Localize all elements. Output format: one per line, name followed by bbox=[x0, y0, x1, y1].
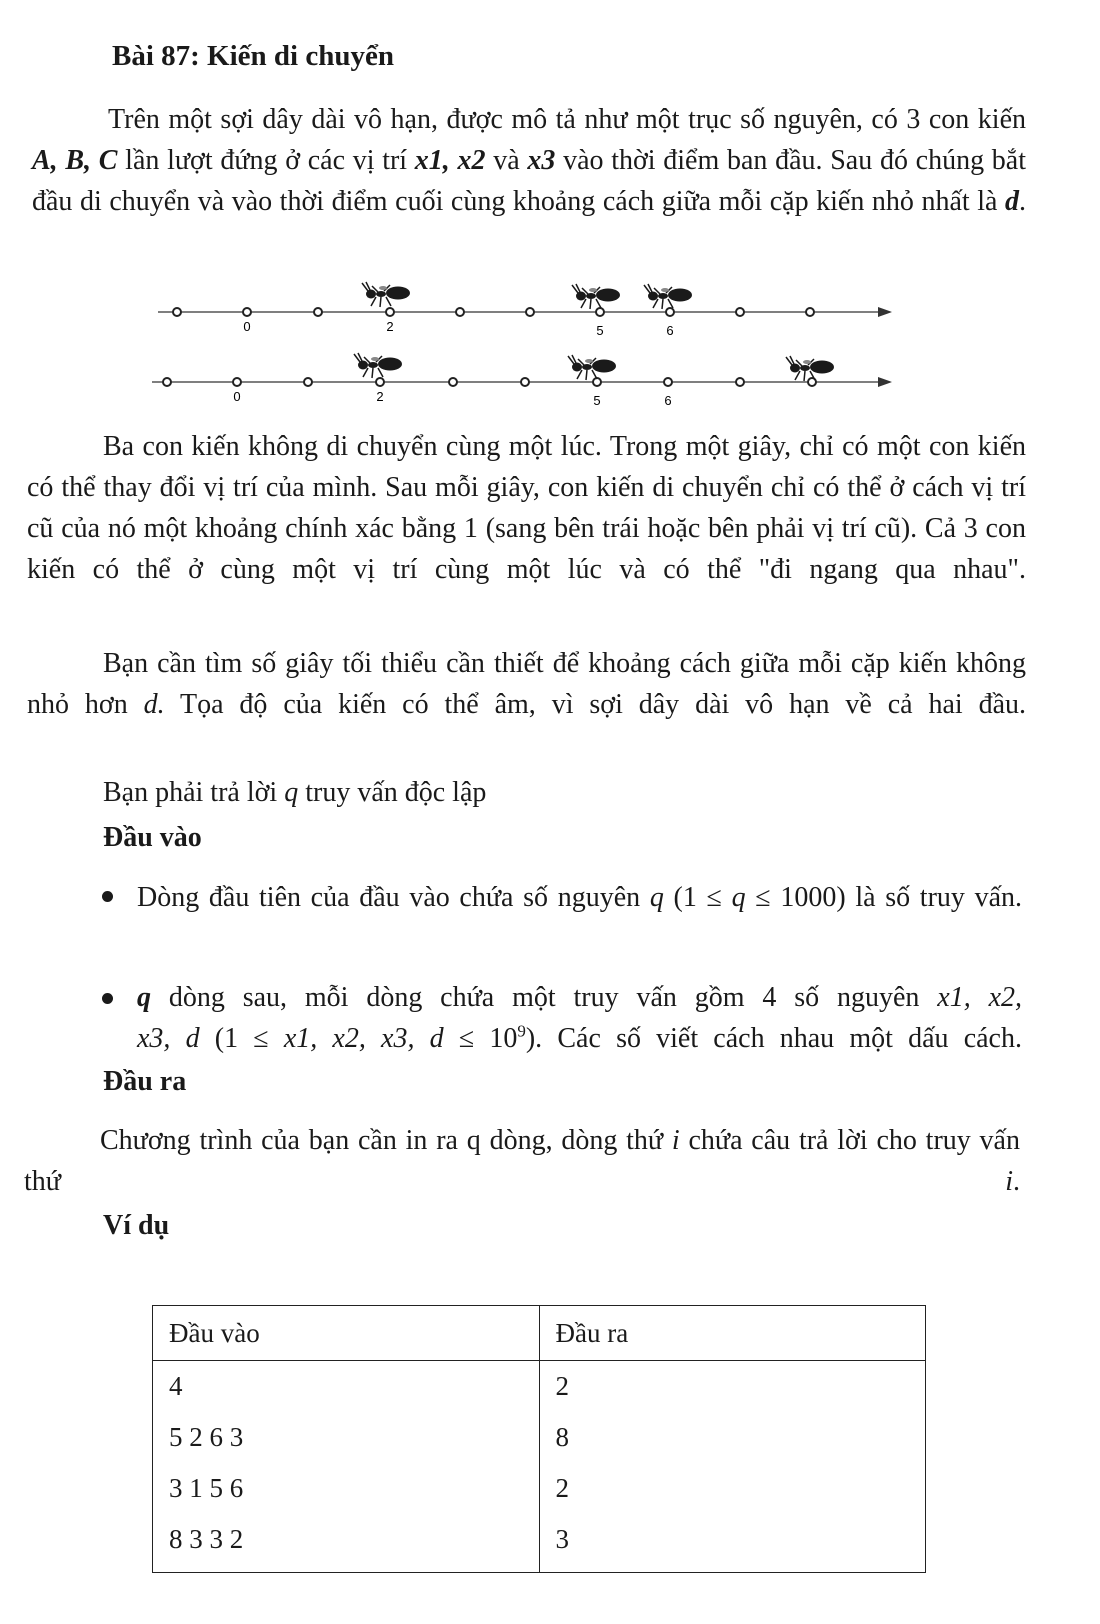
input-cell bbox=[153, 1361, 540, 1573]
output-line: 8 bbox=[555, 1422, 569, 1452]
tick-label: 0 bbox=[233, 389, 241, 404]
output-heading: Đầu ra bbox=[103, 1066, 187, 1097]
bottom-number-line bbox=[152, 353, 892, 408]
output-line: 3 bbox=[555, 1524, 569, 1554]
column-header-output: Đầu ra bbox=[539, 1306, 926, 1361]
input-heading: Đầu vào bbox=[103, 822, 202, 853]
input-line: 3 1 5 6 bbox=[169, 1473, 244, 1503]
ant-icon bbox=[572, 284, 620, 309]
output-line: 2 bbox=[555, 1473, 569, 1503]
output-cell bbox=[539, 1361, 926, 1573]
bullet-icon bbox=[102, 993, 113, 1004]
ant-icon bbox=[354, 353, 402, 378]
input-bullet-1: Dòng đầu tiên của đầu vào chứa số nguyên q (1 ≤ q ≤ 1000) là số truy vấn. bbox=[137, 882, 1023, 913]
input-bullet-2: q dòng sau, mỗi dòng chứa một truy vấn gồm 4 số nguyên x1, x2, x3, d (1 ≤ x1, x2, x3, $d \le 10^9$). Các số viết cách nhau một dấu cách. bbox=[137, 982, 1022, 1054]
table-header-row bbox=[153, 1306, 926, 1361]
tick-label: 2 bbox=[386, 319, 394, 334]
ant-icon bbox=[786, 356, 834, 381]
ant-number-line-figure bbox=[150, 272, 900, 412]
tick-label: 5 bbox=[593, 393, 601, 408]
table-row bbox=[153, 1361, 926, 1573]
ant-icon bbox=[362, 282, 410, 307]
column-header-input: Đầu vào bbox=[153, 1306, 540, 1361]
tick-label: 0 bbox=[243, 319, 251, 334]
queries-paragraph: Bạn phải trả lời q truy vấn độc lập bbox=[103, 777, 487, 808]
ant-icon bbox=[644, 284, 692, 309]
problem-title: Bài 87: Kiến di chuyển bbox=[112, 40, 394, 72]
tick-label: 6 bbox=[666, 323, 674, 338]
example-heading: Ví dụ bbox=[103, 1210, 170, 1241]
bullet-icon bbox=[102, 891, 113, 902]
intro-paragraph: Trên một sợi dây dài vô hạn, được mô tả như một trục số nguyên, có 3 con kiến A, B, C lần lượt đứng ở các vị trí x1, x2 và x3 vào thời điểm ban đầu. Sau đó chúng bắt đầu di chuyển và vào thời điểm cuối cùng khoảng cách giữa mỗi cặp kiến nhỏ nhất là d. bbox=[32, 104, 1026, 217]
example-table bbox=[152, 1305, 926, 1573]
goal-paragraph: Bạn cần tìm số giây tối thiểu cần thiết để khoảng cách giữa mỗi cặp kiến không nhỏ hơn d. Tọa độ của kiến có thể âm, vì sợi dây dài vô hạn về cả hai đầu. bbox=[27, 648, 1027, 720]
input-line: 5 2 6 3 bbox=[169, 1422, 244, 1452]
input-line: 8 3 3 2 bbox=[169, 1524, 244, 1554]
movement-rules-paragraph: Ba con kiến không di chuyển cùng một lúc. Trong một giây, chỉ có một con kiến có thể thay đổi vị trí của mình. Sau mỗi giây, con kiến di chuyển chỉ có thể ở cách vị trí cũ của nó một khoảng chính xác bằng 1 (sang bên trái hoặc bên phải vị trí cũ). Cả 3 con kiến có thể ở cùng một vị trí cùng một lúc và có thể "đi ngang qua nhau". bbox=[27, 431, 1026, 585]
top-number-line bbox=[158, 282, 892, 338]
tick-label: 6 bbox=[664, 393, 672, 408]
tick-label: 2 bbox=[376, 389, 384, 404]
ant-icon bbox=[568, 355, 616, 380]
tick-label: 5 bbox=[596, 323, 604, 338]
input-line: 4 bbox=[169, 1371, 183, 1401]
output-line: 2 bbox=[555, 1371, 569, 1401]
output-paragraph: Chương trình của bạn cần in ra q dòng, dòng thứ i chứa câu trả lời cho truy vấn thứ i. bbox=[24, 1125, 1020, 1197]
